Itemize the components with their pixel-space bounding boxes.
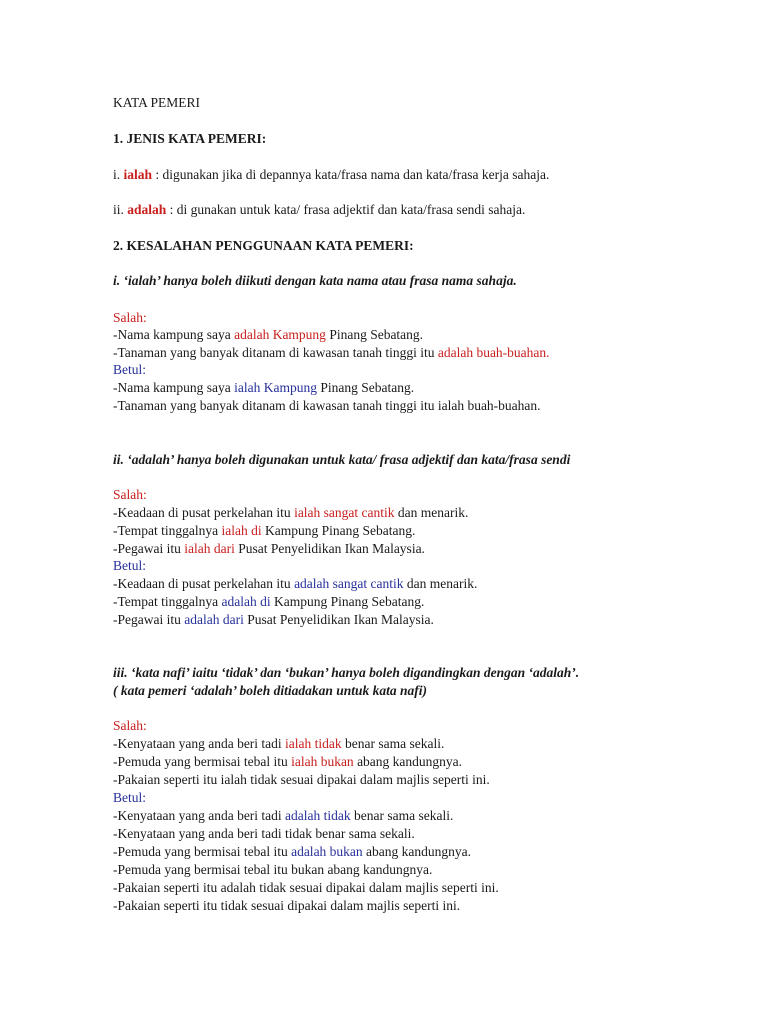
example-text: benar sama sekali. [341,736,445,751]
example-line [113,379,414,397]
example-text: -Pegawai itu [113,541,185,556]
correct-usage: adalah di [221,594,271,609]
wrong-usage: ialah dari [184,541,235,556]
example-text: -Tanaman yang banyak ditanam di kawasan tanah tinggi itu [113,345,438,360]
example-text: -Keadaan di pusat perkelahan itu [113,505,295,520]
wrong-usage: adalah buah-buahan. [437,345,550,360]
item-number: i. [113,167,124,182]
example-line [113,575,477,593]
example-line [113,611,434,629]
rule-iii-title: iii. ‘kata nafi’ iaitu ‘tidak’ dan ‘bukan’ hanya boleh digandingkan dengan ‘adalah’. [113,665,580,680]
example-text: -Pegawai itu [113,612,185,627]
example-text: -Keadaan di pusat perkelahan itu [113,576,295,591]
example-text: -Tempat tinggalnya [113,523,222,538]
example-text: Pinang Sebatang. [316,380,415,395]
example-line: -Pemuda yang bermisai tebal itu bukan abang kandungnya. [113,862,433,877]
correct-usage: ialah Kampung [234,380,317,395]
correct-usage: adalah sangat cantik [294,576,404,591]
example-text: Pusat Penyelidikan Ikan Malaysia. [243,612,434,627]
example-line: -Kenyataan yang anda beri tadi tidak benar sama sekali. [113,826,415,841]
correct-usage: adalah tidak [285,808,351,823]
wrong-usage: adalah Kampung [234,327,326,342]
example-line [113,807,453,825]
example-line: -Pakaian seperti itu adalah tidak sesuai dipakai dalam majlis seperti ini. [113,880,499,895]
example-text: -Nama kampung saya [113,327,235,342]
example-line [113,326,423,344]
example-line [113,593,424,611]
rule-ii-title: ii. ‘adalah’ hanya boleh digunakan untuk kata/ frasa adjektif dan kata/frasa sendi [113,452,571,467]
salah-label: Salah: [113,487,147,502]
item-description: : digunakan jika di depannya kata/frasa nama dan kata/frasa kerja sahaja. [152,167,550,182]
wrong-usage: ialah sangat cantik [294,505,395,520]
example-line [113,540,425,558]
correct-usage: adalah bukan [291,844,363,859]
correct-usage: adalah dari [184,612,244,627]
example-text: benar sama sekali. [350,808,454,823]
example-text: -Kenyataan yang anda beri tadi [113,736,286,751]
section-1-heading: 1. JENIS KATA PEMERI: [113,131,267,146]
item-number: ii. [113,202,128,217]
example-text: Pinang Sebatang. [325,327,424,342]
wrong-usage: ialah tidak [285,736,342,751]
section-2-heading: 2. KESALAHAN PENGGUNAAN KATA PEMERI: [113,238,414,253]
example-line [113,522,415,540]
example-text: abang kandungnya. [362,844,472,859]
betul-label: Betul: [113,558,146,573]
example-text: dan menarik. [394,505,469,520]
example-line [113,753,462,771]
example-text: Kampung Pinang Sebatang. [270,594,425,609]
example-text: -Nama kampung saya [113,380,235,395]
wrong-usage: ialah di [221,523,262,538]
item-description: : di gunakan untuk kata/ frasa adjektif dan kata/frasa sendi sahaja. [166,202,526,217]
rule-i-title: i. ‘ialah’ hanya boleh diikuti dengan kata nama atau frasa nama sahaja. [113,273,517,288]
rule-iii-subtitle: ( kata pemeri ‘adalah’ boleh ditiadakan untuk kata nafi) [113,683,428,698]
pemeri-type-ialah [113,166,549,184]
pemeri-type-adalah [113,201,525,219]
example-line [113,735,444,753]
term-adalah: adalah [127,202,167,217]
example-line [113,843,471,861]
example-line: -Tanaman yang banyak ditanam di kawasan tanah tinggi itu ialah buah-buahan. [113,398,541,413]
example-text: -Pemuda yang bermisai tebal itu [113,844,292,859]
example-line [113,504,468,522]
wrong-usage: ialah bukan [291,754,354,769]
salah-label: Salah: [113,718,147,733]
example-text: -Kenyataan yang anda beri tadi [113,808,286,823]
example-text: dan menarik. [403,576,478,591]
salah-label: Salah: [113,310,147,325]
example-text: -Tempat tinggalnya [113,594,222,609]
example-text: Kampung Pinang Sebatang. [261,523,416,538]
example-text: abang kandungnya. [353,754,463,769]
example-line: -Pakaian seperti itu tidak sesuai dipakai dalam majlis seperti ini. [113,898,461,913]
example-line: -Pakaian seperti itu ialah tidak sesuai dipakai dalam majlis seperti ini. [113,772,490,787]
betul-label: Betul: [113,362,146,377]
betul-label: Betul: [113,790,146,805]
example-text: Pusat Penyelidikan Ikan Malaysia. [234,541,425,556]
document-title: KATA PEMERI [113,95,201,110]
example-text: -Pemuda yang bermisai tebal itu [113,754,292,769]
term-ialah: ialah [123,167,153,182]
example-line [113,344,550,362]
